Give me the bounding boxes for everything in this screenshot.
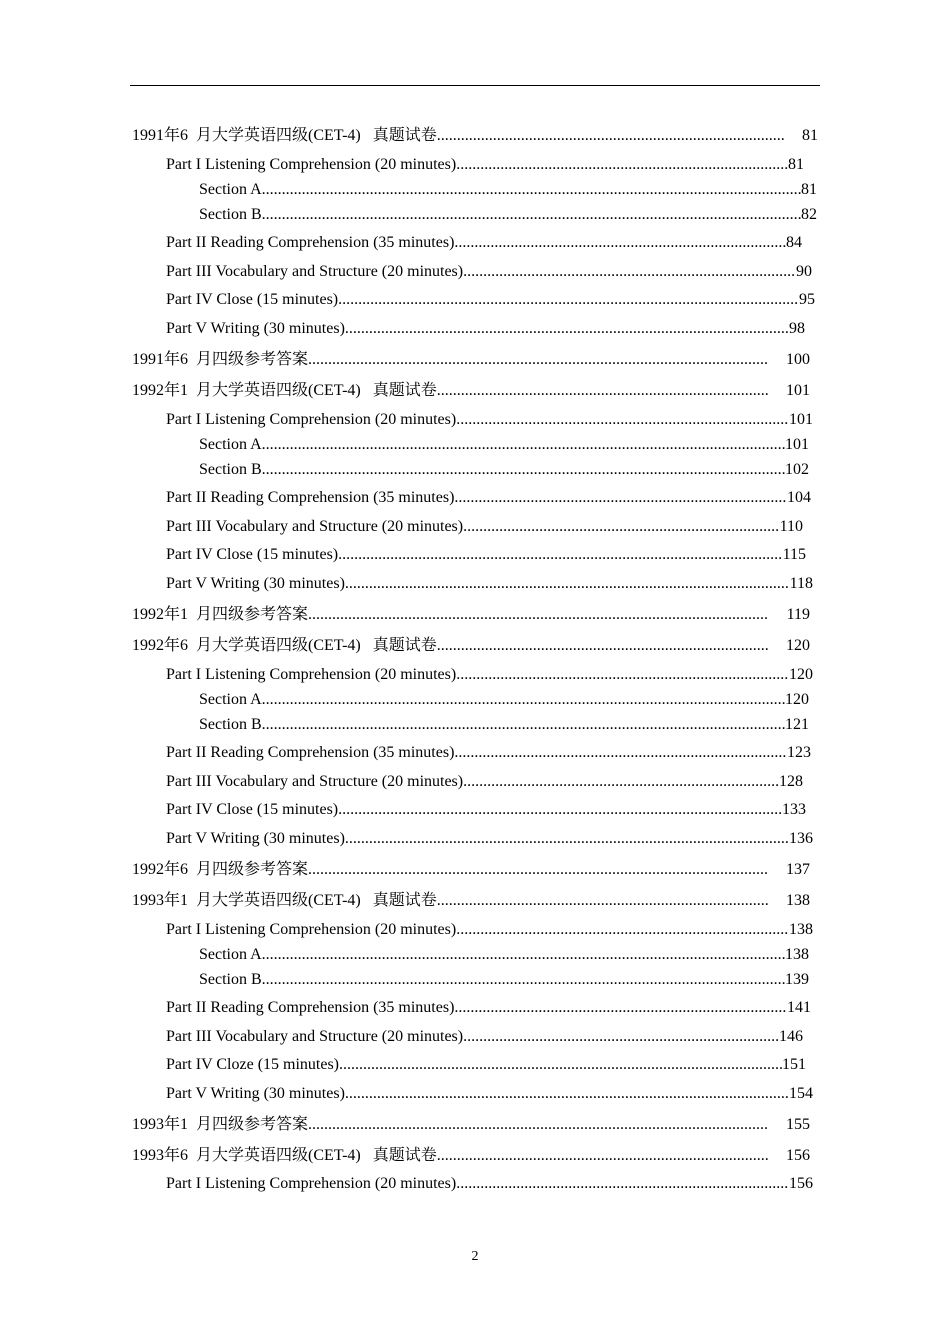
toc-entry[interactable]	[166, 517, 803, 537]
toc-leader-dots	[262, 460, 785, 480]
toc-leader-dots	[345, 829, 789, 849]
toc-entry[interactable]	[199, 970, 809, 990]
toc-entry-title: 1993年1 月四级参考答案	[132, 1116, 309, 1133]
toc-leader-dots	[437, 891, 768, 911]
toc-entry[interactable]	[166, 574, 813, 594]
toc-leader-dots	[456, 155, 788, 175]
toc-entry-title: Part III Vocabulary and Structure (20 minutes)	[166, 263, 464, 280]
toc-entry-title: Part II Reading Comprehension (35 minutes)	[166, 744, 455, 761]
toc-entry-page: 119	[786, 606, 810, 623]
toc-entry-page: 120	[785, 691, 809, 708]
toc-entry[interactable]	[166, 155, 804, 175]
toc-entry-title: Part IV Cloze (15 minutes)	[166, 1056, 340, 1073]
toc-leader-dots	[338, 800, 782, 820]
toc-leader-dots	[456, 1174, 789, 1194]
toc-entry[interactable]	[166, 290, 815, 310]
toc-entry[interactable]	[166, 1084, 813, 1104]
toc-leader-dots	[262, 180, 801, 200]
toc-leader-dots	[308, 605, 769, 625]
toc-entry-title: Section B	[199, 716, 262, 733]
toc-entry-page: 156	[789, 1175, 813, 1192]
toc-leader-dots	[437, 636, 768, 656]
toc-entry[interactable]	[166, 1174, 813, 1194]
toc-entry[interactable]	[166, 743, 811, 763]
toc-leader-dots	[339, 1055, 782, 1075]
toc-entry[interactable]	[199, 460, 809, 480]
toc-entry-page: 104	[787, 489, 811, 506]
toc-entry[interactable]	[166, 920, 813, 940]
toc-entry-title: Part I Listening Comprehension (20 minutes)	[166, 666, 457, 683]
toc-entry-title: Part V Writing (30 minutes)	[166, 575, 345, 592]
toc-entry-page: 146	[779, 1028, 803, 1045]
toc-entry-title: Section B	[199, 971, 262, 988]
toc-entry-title: 1992年6 月四级参考答案	[132, 861, 309, 878]
toc-entry-title: Part III Vocabulary and Structure (20 minutes)	[166, 518, 464, 535]
toc-entry-page: 154	[789, 1085, 813, 1102]
toc-leader-dots	[454, 743, 787, 763]
toc-entry-page: 90	[796, 263, 812, 280]
toc-entry[interactable]	[166, 545, 806, 565]
header-rule	[130, 85, 820, 86]
toc-leader-dots	[308, 350, 768, 370]
toc-entry-title: Part V Writing (30 minutes)	[166, 1085, 345, 1102]
toc-entry-page: 82	[801, 206, 817, 223]
toc-entry-title: Section A	[199, 181, 262, 198]
toc-leader-dots	[308, 1115, 768, 1135]
toc-entry-title: Part III Vocabulary and Structure (20 minutes)	[166, 773, 464, 790]
toc-leader-dots	[262, 970, 785, 990]
toc-leader-dots	[463, 1027, 779, 1047]
toc-entry-title: Part I Listening Comprehension (20 minutes)	[166, 411, 457, 428]
toc-entry-page: 81	[788, 156, 804, 173]
toc-entry[interactable]	[199, 715, 809, 735]
toc-entry[interactable]	[166, 1027, 803, 1047]
toc-entry[interactable]	[199, 690, 809, 710]
toc-leader-dots	[262, 435, 785, 455]
page-number: 2	[471, 1249, 479, 1264]
toc-entry[interactable]	[166, 1055, 806, 1075]
toc-leader-dots	[308, 860, 768, 880]
toc-entry-page: 81	[802, 127, 818, 144]
toc-entry[interactable]	[132, 636, 810, 656]
toc-entry-page: 156	[786, 1147, 810, 1164]
toc-entry-page: 141	[787, 999, 811, 1016]
toc-leader-dots	[456, 920, 789, 940]
toc-leader-dots	[454, 488, 787, 508]
toc-leader-dots	[456, 410, 789, 430]
toc-leader-dots	[262, 690, 785, 710]
toc-entry-page: 102	[785, 461, 809, 478]
toc-entry-title: Part II Reading Comprehension (35 minutes)	[166, 234, 455, 251]
toc-entry-title: Part IV Close (15 minutes)	[166, 291, 339, 308]
toc-entry-title: 1992年1 月四级参考答案	[132, 606, 309, 623]
toc-entry[interactable]	[166, 772, 803, 792]
toc-entry-page: 101	[785, 436, 809, 453]
toc-entry[interactable]	[166, 829, 813, 849]
toc-leader-dots	[456, 665, 789, 685]
toc-entry[interactable]	[132, 1146, 810, 1166]
toc-entry[interactable]	[199, 435, 809, 455]
toc-leader-dots	[345, 574, 790, 594]
toc-entry-page: 138	[785, 946, 809, 963]
toc-entry[interactable]	[166, 233, 802, 253]
toc-entry[interactable]	[132, 891, 810, 911]
toc-entry[interactable]	[166, 998, 811, 1018]
toc-entry-page: 120	[789, 666, 813, 683]
toc-entry-title: Part I Listening Comprehension (20 minutes)	[166, 921, 457, 938]
toc-entry-page: 98	[789, 320, 805, 337]
toc-entry[interactable]	[166, 319, 805, 339]
toc-entry-page: 155	[786, 1116, 810, 1133]
toc-entry-title: Section A	[199, 436, 262, 453]
toc-entry-title: Part III Vocabulary and Structure (20 minutes)	[166, 1028, 464, 1045]
toc-leader-dots	[454, 233, 786, 253]
toc-entry-page: 139	[785, 971, 809, 988]
toc-entry[interactable]	[199, 205, 817, 225]
toc-entry-title: 1992年1 月大学英语四级(CET-4) 真题试卷	[132, 382, 437, 399]
toc-leader-dots	[345, 319, 789, 339]
toc-leader-dots	[262, 945, 785, 965]
toc-entry-page: 101	[789, 411, 813, 428]
toc-entry-page: 136	[789, 830, 813, 847]
toc-entry-page: 84	[786, 234, 802, 251]
toc-entry-page: 138	[789, 921, 813, 938]
toc-entry-title: Section B	[199, 206, 262, 223]
toc-entry-page: 151	[782, 1056, 806, 1073]
toc-entry[interactable]	[166, 800, 806, 820]
toc-leader-dots	[463, 772, 779, 792]
toc-entry-title: 1993年1 月大学英语四级(CET-4) 真题试卷	[132, 892, 437, 909]
toc-entry-title: Part IV Close (15 minutes)	[166, 546, 339, 563]
toc-entry-title: 1992年6 月大学英语四级(CET-4) 真题试卷	[132, 637, 437, 654]
toc-entry-title: 1991年6 月大学英语四级(CET-4) 真题试卷	[132, 127, 437, 144]
toc-entry-page: 95	[799, 291, 815, 308]
toc-entry-title: Part I Listening Comprehension (20 minutes)	[166, 1175, 457, 1192]
toc-entry[interactable]	[199, 180, 817, 200]
toc-leader-dots	[437, 126, 784, 146]
toc-entry-page: 120	[786, 637, 810, 654]
toc-entry-page: 115	[782, 546, 806, 563]
toc-entry-page: 101	[786, 382, 810, 399]
toc-entry-title: Part II Reading Comprehension (35 minutes)	[166, 999, 455, 1016]
toc-entry[interactable]	[132, 1115, 810, 1135]
toc-leader-dots	[338, 545, 782, 565]
toc-leader-dots	[463, 517, 779, 537]
toc-entry[interactable]	[132, 381, 810, 401]
toc-entry[interactable]	[132, 350, 810, 370]
toc-entry[interactable]	[166, 410, 813, 430]
toc-entry[interactable]	[132, 605, 810, 625]
toc-entry-title: Part II Reading Comprehension (35 minutes)	[166, 489, 455, 506]
toc-entry-title: Section A	[199, 691, 262, 708]
toc-leader-dots	[345, 1084, 789, 1104]
toc-entry-page: 137	[786, 861, 810, 878]
toc-entry-title: Part IV Close (15 minutes)	[166, 801, 339, 818]
toc-entry-page: 118	[789, 575, 813, 592]
toc-entry-title: 1991年6 月四级参考答案	[132, 351, 309, 368]
toc-leader-dots	[338, 290, 799, 310]
toc-entry[interactable]	[132, 860, 810, 880]
toc-entry-page: 100	[786, 351, 810, 368]
toc-leader-dots	[262, 715, 785, 735]
toc-entry-page: 138	[786, 892, 810, 909]
toc-leader-dots	[454, 998, 787, 1018]
toc-entry-title: Section B	[199, 461, 262, 478]
toc-leader-dots	[437, 381, 768, 401]
toc-entry[interactable]	[166, 665, 813, 685]
toc-leader-dots	[262, 205, 801, 225]
toc-entry-title: Part V Writing (30 minutes)	[166, 830, 345, 847]
toc-entry-page: 81	[801, 181, 817, 198]
toc-entry-page: 123	[787, 744, 811, 761]
toc-entry-page: 110	[779, 518, 803, 535]
toc-entry-page: 128	[779, 773, 803, 790]
toc-leader-dots	[463, 262, 796, 282]
toc-leader-dots	[437, 1146, 768, 1166]
toc-entry-title: 1993年6 月大学英语四级(CET-4) 真题试卷	[132, 1147, 437, 1164]
toc-entry[interactable]	[132, 126, 818, 146]
toc-entry-page: 121	[785, 716, 809, 733]
toc-entry-title: Section A	[199, 946, 262, 963]
toc-entry[interactable]	[166, 488, 811, 508]
toc-entry[interactable]	[199, 945, 809, 965]
toc-entry-title: Part V Writing (30 minutes)	[166, 320, 345, 337]
toc-entry-page: 133	[782, 801, 806, 818]
toc-entry[interactable]	[166, 262, 812, 282]
toc-entry-title: Part I Listening Comprehension (20 minutes)	[166, 156, 457, 173]
